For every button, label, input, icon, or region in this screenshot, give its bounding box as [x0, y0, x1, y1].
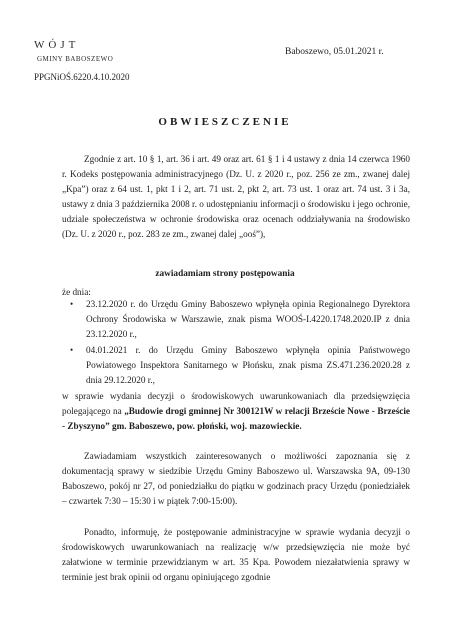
- project-paragraph: [62, 389, 410, 434]
- project-name: „Budowie drogi gminnej Nr 300121W w relacji Brzeście Nowe - Brzeście - Zbyszyno” gm. Baboszewo, pow. płoński, woj. mazowieckie.: [62, 405, 410, 431]
- list-item: [62, 343, 410, 388]
- stamp-title: WÓJT: [34, 39, 80, 51]
- reference-number: PPGNiOŚ.6220.4.10.2020: [34, 72, 130, 82]
- access-paragraph: Zawiadamiam wszystkich zainteresowanych o możliwości zapoznania się z dokumentacją sprawy w siedzibie Urzędu Gminy Baboszewo ul. Warszawska 9A, 09-130 Baboszewo, pokój nr 27, od poniedziałku do piątku w godzinach pracy Urzędu (poniedziałek – czwartek 7:30 – 15:30 i w piątek 7:00-15:00).: [62, 451, 410, 506]
- list-item-text: 23.12.2020 r. do Urzędu Gminy Baboszewo wpłynęła opinia Regionalnego Dyrektora Ochrony Środowiska w Warszawie, znak pisma WOOŚ-I.4220.1748.2020.IP z dnia 23.12.2020 r.,: [86, 299, 410, 339]
- list-item-text: 04.01.2021 r. do Urzędu Gminy Baboszewo wpłynęła opinia Państwowego Powiatowego Inspektora Sanitarnego w Płońsku, znak pisma ZS.471.236.2020.28 z dnia 29.12.2020 r.,: [86, 344, 410, 385]
- notice-heading: zawiadamiam strony postępowania: [155, 269, 295, 279]
- intro-line: że dnia:: [62, 287, 91, 297]
- opinions-list: [62, 297, 410, 388]
- bullet-icon: •: [70, 344, 74, 355]
- list-item: [62, 297, 410, 342]
- document-title: OBWIESZCZENIE: [158, 116, 292, 128]
- delay-paragraph: Ponadto, informuję, że postępowanie administracyjne w sprawie wydania decyzji o środowiskowych uwarunkowaniach na realizację w/w przedsięwzięcia nie może być załatwione w terminie przewidzianym w art. 35 Kpa. Powodem niezałatwienia sprawy w terminie jest brak opinii od organu opiniującego zgodnie: [62, 527, 410, 582]
- stamp-subtitle: GMINY BABOSZEWO: [37, 55, 114, 63]
- bullet-icon: •: [70, 299, 74, 309]
- place-date: Baboszewo, 05.01.2021 r.: [285, 47, 384, 57]
- project-lead: w sprawie wydania decyzji o środowiskowych uwarunkowaniach dla przedsięwzięcia polegającego na: [62, 391, 410, 416]
- legal-basis-paragraph: Zgodnie z art. 10 § 1, art. 36 i art. 49 oraz art. 61 § 1 i 4 ustawy z dnia 14 czerwca 1960 r. Kodeks postępowania administracyjnego (Dz. U. z 2020 r., poz. 256 ze zm., zwanej dalej „Kpa”) oraz z 64 ust. 1, pkt 1 i 2, art. 71 ust. 2, pkt 2, art. 73 ust. 1 oraz art. 74 ust. 3 i 3a, ustawy z dnia 3 października 2008 r. o udostępnianiu informacji o środowisku i jego ochronie, udziale społeczeństwa w ochronie środowiska oraz ocenach oddziaływania na środowisko (Dz. U. z 2020 r., poz. 283 ze zm., zwanej dalej „ooś”),: [62, 154, 410, 239]
